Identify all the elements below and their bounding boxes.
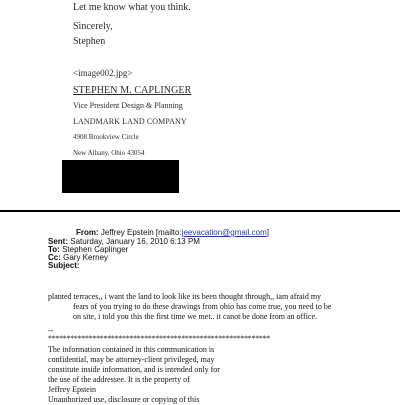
sign-off: Sincerely, xyxy=(73,21,113,32)
body-line-2: fears of you trying to do these drawings from ohio has come true, you need to be xyxy=(73,302,332,311)
to-value: Stephen Caplinger xyxy=(62,245,129,254)
from-label: From: xyxy=(76,228,99,237)
header-from-row xyxy=(76,228,269,237)
disclaimer-line-4: the use of the addressee. It is the property of xyxy=(48,375,190,384)
signature-separator: -- xyxy=(48,326,54,335)
to-label: To: xyxy=(48,245,60,254)
from-close: ] xyxy=(266,228,269,237)
sent-label: Sent: xyxy=(48,237,68,246)
section-divider xyxy=(0,210,400,212)
disclaimer-star-rule: ************************************************************ xyxy=(48,334,271,343)
body-line-1: planted terraces,, i want the land to look like its been thought through,, iam afraid my xyxy=(48,292,322,301)
closing-line: Let me know what you think. xyxy=(73,2,191,13)
subject-label: Subject: xyxy=(48,261,80,270)
from-email-link[interactable]: jeevacation@gmail.com xyxy=(181,228,267,237)
from-value: Jeffrey Epstein [mailto: xyxy=(100,228,182,237)
redaction-block xyxy=(62,160,179,193)
disclaimer-line-3: constitute inside information, and is intended only for xyxy=(48,365,220,374)
signature-address-line2: New Albany, Ohio 43054 xyxy=(73,149,145,157)
disclaimer-line-6: Unauthorized use, disclosure or copying of this xyxy=(48,395,200,404)
disclaimer-line-2: confidential, may be attorney-client privileged, may xyxy=(48,355,215,364)
cc-label: Cc: xyxy=(48,253,61,262)
header-subject-row xyxy=(48,261,80,270)
sent-value: Saturday, January 16, 2010 6:13 PM xyxy=(70,237,200,246)
disclaimer-line-1: The information contained in this communication is xyxy=(48,345,215,354)
sender-first-name: Stephen xyxy=(73,36,106,47)
signature-title: Vice President Design & Planning xyxy=(73,101,183,110)
disclaimer-line-5: Jeffrey Epstein xyxy=(48,385,97,394)
signature-company: LANDMARK LAND COMPANY xyxy=(73,117,187,126)
image-placeholder: <image002.jpg> xyxy=(73,68,133,78)
signature-name: STEPHEN M. CAPLINGER xyxy=(73,85,192,96)
body-line-3: on site, i told you this the first time we met.. it canot be done from an office. xyxy=(73,312,318,321)
signature-address-line1: 4908 Brookview Circle xyxy=(73,133,139,141)
cc-value: Gary Kerney xyxy=(63,253,109,262)
